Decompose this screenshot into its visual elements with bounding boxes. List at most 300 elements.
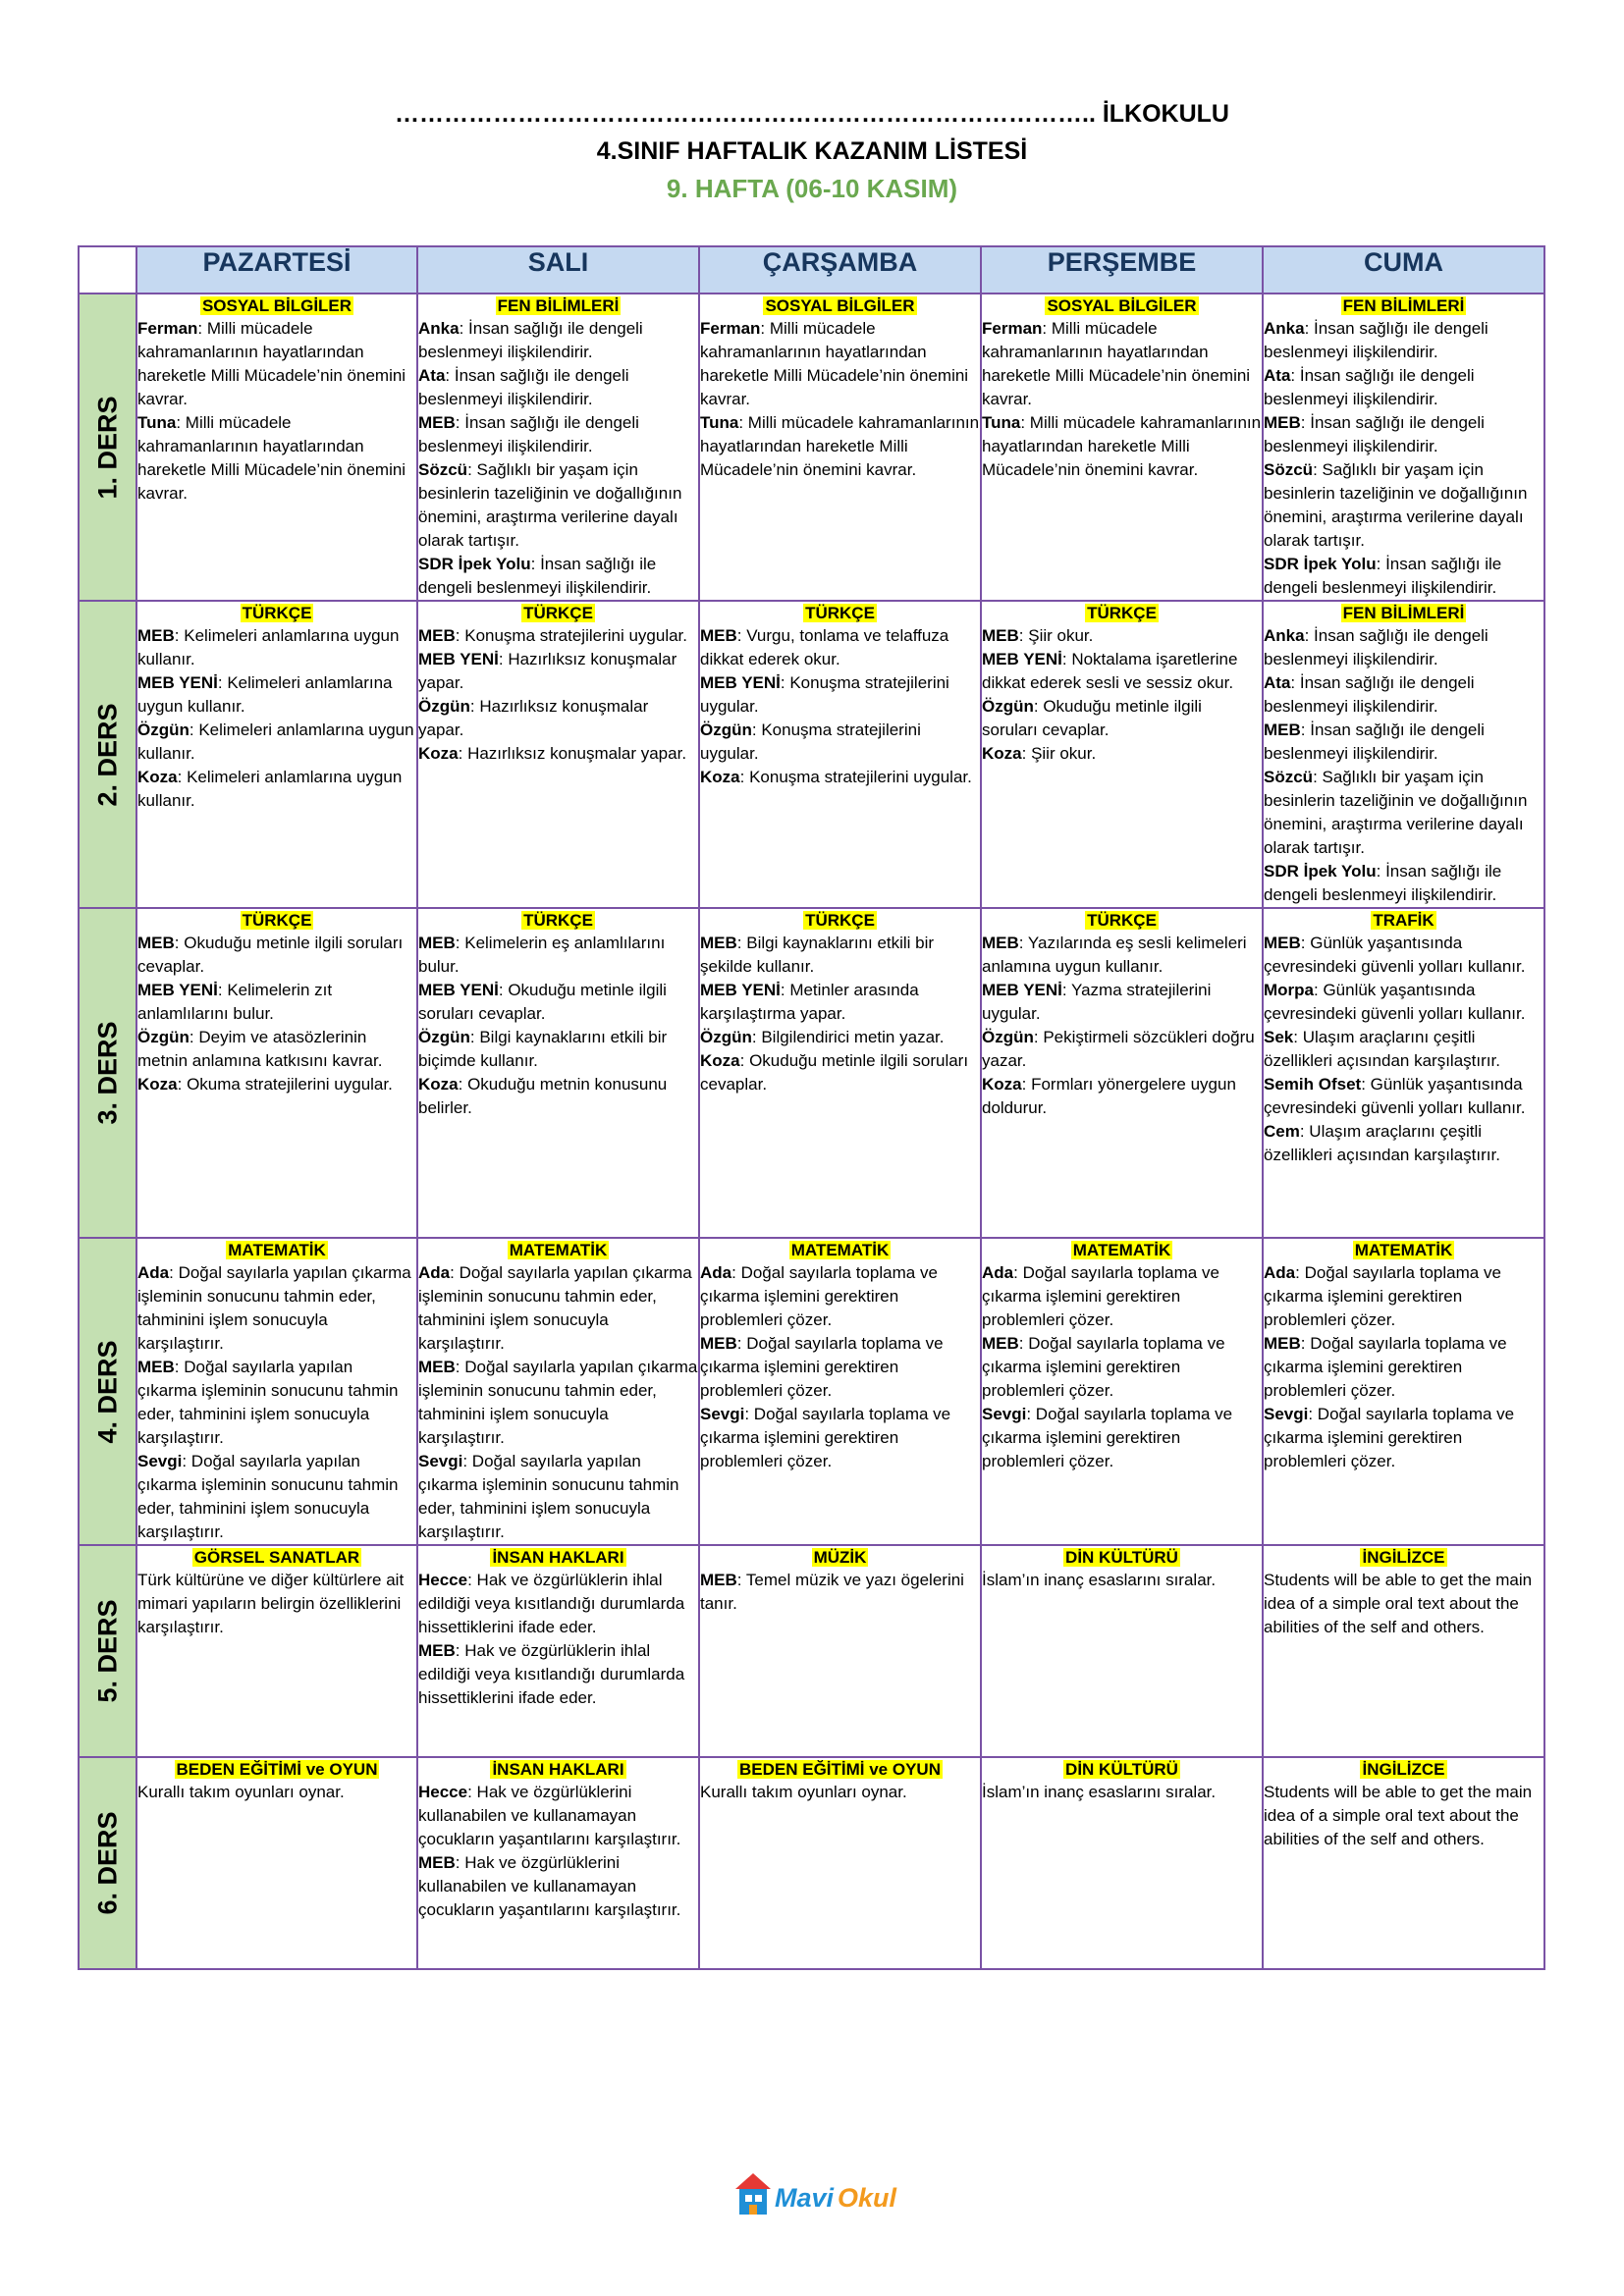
publisher-name: Semih Ofset xyxy=(1264,1075,1362,1094)
publisher-name: SDR İpek Yolu xyxy=(1264,555,1377,573)
objective-text: : Sağlıklı bir yaşam için besinlerin tazeliğinin ve doğallığının önemini, araştırma verilerine dayalı olarak tartışır. xyxy=(418,460,682,550)
lesson-number: 6. DERS xyxy=(92,1811,122,1915)
objective-line xyxy=(982,695,1262,742)
lesson-cell xyxy=(981,294,1263,601)
subject-title xyxy=(418,1240,698,1261)
subject-label: İNGİLİZCE xyxy=(1362,1548,1445,1567)
objective-line xyxy=(1264,1332,1543,1403)
publisher-name: Tuna xyxy=(700,413,739,432)
publisher-name: MEB xyxy=(418,1641,456,1660)
objective-text: : Bilgilendirici metin yazar. xyxy=(751,1028,945,1046)
corner-cell xyxy=(79,246,136,294)
publisher-name: Özgün xyxy=(700,1028,752,1046)
objective-text: : Noktalama işaretlerine dikkat ederek sesli ve sessiz okur. xyxy=(982,650,1238,692)
logo-word-mavi: Mavi xyxy=(775,2183,835,2213)
objective-line xyxy=(1264,411,1543,458)
publisher-name: Ata xyxy=(1264,366,1291,385)
objective-line xyxy=(418,742,698,766)
lesson-cell xyxy=(699,908,981,1238)
objective-text: : Doğal sayılarla yapılan çıkarma işleminin sonucunu tahmin eder, tahminini işlem sonucuyla karşılaştırır. xyxy=(418,1452,679,1541)
lesson-cell xyxy=(699,1238,981,1545)
publisher-name: Ada xyxy=(700,1263,732,1282)
objective-line xyxy=(1264,364,1543,411)
objective-text: : Bilgi kaynaklarını etkili bir şekilde kullanır. xyxy=(700,934,935,976)
objective-line xyxy=(700,671,980,719)
lesson-row xyxy=(79,601,1544,908)
week-label: 9. HAFTA (06-10 KASIM) xyxy=(666,174,958,203)
objective-text: : Okuduğu metinle ilgili soruları cevaplar. xyxy=(137,934,404,976)
objective-text: : Bilgi kaynaklarını etkili bir biçimde kullanır. xyxy=(418,1028,668,1070)
publisher-name: Sevgi xyxy=(700,1405,745,1423)
objective-line xyxy=(137,932,416,979)
objective-text: : İnsan sağlığı ile dengeli beslenmeyi ilişkilendirir. xyxy=(418,555,657,597)
objective-line xyxy=(700,1049,980,1096)
objective-text: : İnsan sağlığı ile dengeli beslenmeyi ilişkilendirir. xyxy=(1264,555,1502,597)
subject-label: MATEMATİK xyxy=(509,1241,608,1259)
objective-text: : Doğal sayılarla toplama ve çıkarma işlemini gerektiren problemleri çözer. xyxy=(700,1405,951,1470)
objective-line xyxy=(418,458,698,553)
objective-line xyxy=(700,317,980,411)
objective-line xyxy=(137,1073,416,1096)
subject-title xyxy=(1264,603,1543,624)
objective-text: : Milli mücadele kahramanlarının hayatlarından hareketle Milli Mücadele’nin önemini kavrar. xyxy=(982,319,1251,408)
lesson-cell xyxy=(1263,1757,1544,1969)
objective-line xyxy=(1264,719,1543,766)
publisher-name: MEB xyxy=(137,1358,175,1376)
subject-title xyxy=(982,295,1262,317)
objective-text: : Pekiştirmeli sözcükleri doğru yazar. xyxy=(982,1028,1255,1070)
subject-label: TÜRKÇE xyxy=(1087,604,1157,622)
subject-label: MATEMATİK xyxy=(1354,1241,1453,1259)
subject-title xyxy=(137,603,416,624)
objective-line xyxy=(1264,1120,1543,1167)
subject-label: MATEMATİK xyxy=(790,1241,890,1259)
objective-text: : Kelimeleri anlamlarına uygun kullanır. xyxy=(137,673,393,716)
objective-line xyxy=(137,1356,416,1450)
objective-text: : Doğal sayılarla toplama ve çıkarma işlemini gerektiren problemleri çözer. xyxy=(1264,1334,1507,1400)
publisher-name: Ada xyxy=(137,1263,170,1282)
objective-line xyxy=(1264,766,1543,860)
objective-line xyxy=(1264,1569,1543,1639)
lesson-cell xyxy=(417,1238,699,1545)
publisher-name: Sevgi xyxy=(982,1405,1027,1423)
objective-text: : Okuma stratejilerini uygular. xyxy=(177,1075,393,1094)
publisher-name: Anka xyxy=(1264,319,1305,338)
objective-text: : Doğal sayılarla toplama ve çıkarma işlemini gerektiren problemleri çözer. xyxy=(982,1405,1233,1470)
subject-label: TÜRKÇE xyxy=(523,604,593,622)
objective-text: : Günlük yaşantısında çevresindeki güvenli yolları kullanır. xyxy=(1264,981,1526,1023)
lesson-cell xyxy=(1263,908,1544,1238)
publisher-name: Tuna xyxy=(137,413,177,432)
lesson-cell xyxy=(417,1757,699,1969)
objective-line xyxy=(418,695,698,742)
objective-line xyxy=(1264,317,1543,364)
objective-line xyxy=(418,1261,698,1356)
subject-title xyxy=(1264,295,1543,317)
publisher-name: Özgün xyxy=(700,721,752,739)
publisher-name: MEB YENİ xyxy=(700,673,781,692)
objective-line xyxy=(137,1569,416,1639)
objective-text: Students will be able to get the main idea of a simple oral text about the abilities of the self and others. xyxy=(1264,1571,1533,1636)
objective-text: : Doğal sayılarla toplama ve çıkarma işlemini gerektiren problemleri çözer. xyxy=(700,1334,944,1400)
objective-line xyxy=(418,1851,698,1922)
day-header-friday: CUMA xyxy=(1263,246,1544,294)
weekly-schedule-table xyxy=(78,245,1545,1970)
lesson-cell xyxy=(136,1757,417,1969)
objective-line xyxy=(982,1403,1262,1473)
objective-text: Kurallı takım oyunları oynar. xyxy=(137,1783,345,1801)
lesson-cell xyxy=(136,294,417,601)
objective-line xyxy=(418,932,698,979)
publisher-name: Özgün xyxy=(418,697,470,716)
subject-label: TÜRKÇE xyxy=(242,911,312,930)
objective-text: : Doğal sayılarla yapılan çıkarma işleminin sonucunu tahmin eder, tahminini işlem sonucuyla karşılaştırır. xyxy=(137,1358,399,1447)
objective-line xyxy=(137,1450,416,1544)
publisher-name: MEB xyxy=(1264,1334,1301,1353)
subject-label: TÜRKÇE xyxy=(242,604,312,622)
objective-line xyxy=(418,648,698,695)
objective-text: : İnsan sağlığı ile dengeli beslenmeyi ilişkilendirir. xyxy=(418,413,639,455)
objective-line xyxy=(982,317,1262,411)
subject-title xyxy=(1264,910,1543,932)
publisher-name: Koza xyxy=(700,1051,740,1070)
subject-label: TÜRKÇE xyxy=(1087,911,1157,930)
lesson-row-label xyxy=(79,908,136,1238)
objective-line xyxy=(982,411,1262,482)
objective-text: : Kelimeleri anlamlarına uygun kullanır. xyxy=(137,768,403,810)
lesson-row xyxy=(79,908,1544,1238)
subject-title xyxy=(1264,1547,1543,1569)
subject-title xyxy=(700,1547,980,1569)
lesson-row-label xyxy=(79,294,136,601)
objective-line xyxy=(418,1639,698,1710)
publisher-name: MEB xyxy=(982,626,1019,645)
objective-line xyxy=(1264,1026,1543,1073)
subject-title xyxy=(418,603,698,624)
objective-text: : Temel müzik ve yazı ögelerini tanır. xyxy=(700,1571,964,1613)
publisher-name: Koza xyxy=(418,1075,459,1094)
lesson-cell xyxy=(417,294,699,601)
objective-line xyxy=(1264,932,1543,979)
objective-text: : Doğal sayılarla yapılan çıkarma işleminin sonucunu tahmin eder, tahminini işlem sonucuyla karşılaştırır. xyxy=(418,1358,698,1447)
objective-line xyxy=(418,1450,698,1544)
publisher-name: Ada xyxy=(418,1263,451,1282)
publisher-name: Özgün xyxy=(137,1028,189,1046)
objective-text: : Konuşma stratejilerini uygular. xyxy=(700,673,949,716)
publisher-name: Sözcü xyxy=(1264,768,1314,786)
objective-line xyxy=(418,1356,698,1450)
objective-text: : Hazırlıksız konuşmalar yapar. xyxy=(418,650,677,692)
publisher-name: MEB xyxy=(1264,721,1301,739)
page-title: 4.SINIF HAFTALIK KAZANIM LİSTESİ xyxy=(596,137,1028,165)
publisher-name: Morpa xyxy=(1264,981,1314,999)
objective-text: : İnsan sağlığı ile dengeli beslenmeyi ilişkilendirir. xyxy=(1264,862,1502,904)
objective-line xyxy=(137,671,416,719)
lesson-cell xyxy=(981,601,1263,908)
subject-label: FEN BİLİMLERİ xyxy=(1342,296,1465,315)
objective-text: : Kelimelerin eş anlamlılarını bulur. xyxy=(418,934,666,976)
objective-text: : Metinler arasında karşılaştırma yapar. xyxy=(700,981,919,1023)
subject-label: MÜZİK xyxy=(813,1548,867,1567)
objective-line xyxy=(137,719,416,766)
objective-line xyxy=(137,317,416,411)
lesson-cell xyxy=(417,908,699,1238)
publisher-name: MEB xyxy=(418,413,456,432)
objective-text: : Doğal sayılarla yapılan çıkarma işleminin sonucunu tahmin eder, tahminini işlem sonucuyla karşılaştırır. xyxy=(418,1263,692,1353)
lesson-cell xyxy=(699,294,981,601)
objective-line xyxy=(982,1073,1262,1120)
objective-line xyxy=(1264,1073,1543,1120)
objective-line xyxy=(137,624,416,671)
objective-text: : Hazırlıksız konuşmalar yapar. xyxy=(418,697,649,739)
lesson-row-label xyxy=(79,1545,136,1757)
objective-line xyxy=(700,1781,980,1804)
subject-label: BEDEN EĞİTİMİ ve OYUN xyxy=(739,1760,941,1779)
objective-line xyxy=(982,1332,1262,1403)
objective-text: : İnsan sağlığı ile dengeli beslenmeyi ilişkilendirir. xyxy=(418,366,629,408)
objective-line xyxy=(1264,1781,1543,1851)
lesson-cell xyxy=(417,601,699,908)
publisher-name: Anka xyxy=(418,319,460,338)
subject-title xyxy=(1264,1759,1543,1781)
publisher-name: MEB YENİ xyxy=(700,981,781,999)
objective-text: Students will be able to get the main idea of a simple oral text about the abilities of the self and others. xyxy=(1264,1783,1533,1848)
objective-line xyxy=(700,766,980,789)
objective-line xyxy=(700,1332,980,1403)
publisher-name: Sek xyxy=(1264,1028,1294,1046)
objective-text: : Hak ve özgürlüklerini kullanabilen ve kullanamayan çocukların yaşantılarını karşılaştırır. xyxy=(418,1853,681,1919)
objective-line xyxy=(418,979,698,1026)
objective-line xyxy=(982,932,1262,979)
lesson-number: 2. DERS xyxy=(92,702,122,807)
subject-title xyxy=(137,1240,416,1261)
objective-text: : Milli mücadele kahramanlarının hayatlarından hareketle Milli Mücadele’nin önemini kavrar. xyxy=(137,319,406,408)
lesson-cell xyxy=(136,1238,417,1545)
publisher-name: Hecce xyxy=(418,1783,468,1801)
objective-text: : Hak ve özgürlüklerini kullanabilen ve kullanamayan çocukların yaşantılarını karşılaştırır. xyxy=(418,1783,681,1848)
objective-line xyxy=(418,1569,698,1639)
objective-line xyxy=(1264,1261,1543,1332)
objective-text: : İnsan sağlığı ile dengeli beslenmeyi ilişkilendirir. xyxy=(1264,721,1485,763)
objective-text: : Milli mücadele kahramanlarının hayatlarından hareketle Milli Mücadele’nin önemini kavrar. xyxy=(700,319,969,408)
subject-label: DİN KÜLTÜRÜ xyxy=(1065,1548,1178,1567)
objective-line xyxy=(1264,1403,1543,1473)
publisher-name: MEB xyxy=(982,1334,1019,1353)
publisher-name: MEB xyxy=(418,626,456,645)
lesson-cell xyxy=(136,908,417,1238)
subject-label: BEDEN EĞİTİMİ ve OYUN xyxy=(176,1760,378,1779)
subject-label: DİN KÜLTÜRÜ xyxy=(1065,1760,1178,1779)
lesson-row-label xyxy=(79,1238,136,1545)
objective-text: : Hazırlıksız konuşmalar yapar. xyxy=(458,744,687,763)
lesson-number: 4. DERS xyxy=(92,1339,122,1444)
lesson-cell xyxy=(136,1545,417,1757)
subject-title xyxy=(700,1759,980,1781)
objective-text: : Konuşma stratejilerini uygular. xyxy=(739,768,972,786)
objective-line xyxy=(418,624,698,648)
objective-text: : Sağlıklı bir yaşam için besinlerin tazeliğinin ve doğallığının önemini, araştırma verilerine dayalı olarak tartışır. xyxy=(1264,460,1528,550)
lesson-number: 3. DERS xyxy=(92,1021,122,1125)
lesson-cell xyxy=(699,1545,981,1757)
publisher-name: Koza xyxy=(137,768,178,786)
objective-line xyxy=(137,1781,416,1804)
subject-label: İNSAN HAKLARI xyxy=(492,1760,624,1779)
objective-line xyxy=(1264,458,1543,553)
objective-line xyxy=(137,979,416,1026)
objective-text: : Doğal sayılarla toplama ve çıkarma işlemini gerektiren problemleri çözer. xyxy=(1264,1405,1515,1470)
objective-line xyxy=(137,411,416,506)
day-header-row xyxy=(79,246,1544,294)
objective-text: : Kelimeleri anlamlarına uygun kullanır. xyxy=(137,626,400,668)
subject-title xyxy=(700,910,980,932)
publisher-name: MEB YENİ xyxy=(418,650,499,668)
objective-text: : Hak ve özgürlüklerin ihlal edildiği veya kısıtlandığı durumlarda hissettiklerini ifade eder. xyxy=(418,1571,685,1636)
publisher-name: Ata xyxy=(418,366,446,385)
objective-text: : Ulaşım araçlarını çeşitli özellikleri açısından karşılaştırır. xyxy=(1264,1122,1500,1164)
objective-line xyxy=(982,1026,1262,1073)
subject-title xyxy=(137,910,416,932)
publisher-name: MEB xyxy=(700,934,737,952)
day-header-monday: PAZARTESİ xyxy=(136,246,417,294)
objective-line xyxy=(418,411,698,458)
subject-title xyxy=(418,910,698,932)
publisher-name: Ata xyxy=(1264,673,1291,692)
objective-line xyxy=(700,979,980,1026)
subject-label: TÜRKÇE xyxy=(805,911,875,930)
publisher-name: MEB xyxy=(700,1571,737,1589)
lesson-cell xyxy=(981,1757,1263,1969)
objective-text: Kurallı takım oyunları oynar. xyxy=(700,1783,907,1801)
lesson-cell xyxy=(981,1238,1263,1545)
objective-text: Türk kültürüne ve diğer kültürlere ait mimari yapıların belirgin özelliklerini karşılaştırır. xyxy=(137,1571,405,1636)
objective-text: : Okuduğu metnin konusunu belirler. xyxy=(418,1075,668,1117)
subject-title xyxy=(982,1547,1262,1569)
subject-label: SOSYAL BİLGİLER xyxy=(765,296,915,315)
publisher-name: MEB xyxy=(418,934,456,952)
subject-title xyxy=(418,295,698,317)
objective-line xyxy=(1264,624,1543,671)
objective-text: : Doğal sayılarla yapılan çıkarma işleminin sonucunu tahmin eder, tahminini işlem sonucuyla karşılaştırır. xyxy=(137,1263,411,1353)
publisher-name: Ferman xyxy=(700,319,761,338)
subject-label: FEN BİLİMLERİ xyxy=(497,296,620,315)
objective-line xyxy=(700,624,980,671)
objective-line xyxy=(1264,979,1543,1026)
objective-text: : Şiir okur. xyxy=(1018,626,1094,645)
publisher-name: Özgün xyxy=(982,1028,1034,1046)
objective-text: : Deyim ve atasözlerinin metnin anlamına katkısını kavrar. xyxy=(137,1028,383,1070)
publisher-name: Cem xyxy=(1264,1122,1300,1141)
objective-line xyxy=(700,932,980,979)
publisher-name: MEB YENİ xyxy=(137,673,218,692)
objective-text: : Vurgu, tonlama ve telaffuza dikkat ederek okur. xyxy=(700,626,949,668)
objective-line xyxy=(1264,860,1543,907)
objective-line xyxy=(700,411,980,482)
subject-title xyxy=(982,1240,1262,1261)
publisher-name: Koza xyxy=(700,768,740,786)
lesson-cell xyxy=(1263,1545,1544,1757)
publisher-name: Sözcü xyxy=(418,460,468,479)
objective-text: : Konuşma stratejilerini uygular. xyxy=(455,626,688,645)
objective-text: : Milli mücadele kahramanlarının hayatlarından hareketle Milli Mücadele’nin önemini kavrar. xyxy=(982,413,1262,479)
objective-text: : İnsan sağlığı ile dengeli beslenmeyi ilişkilendirir. xyxy=(1264,319,1489,361)
objective-line xyxy=(700,1569,980,1616)
publisher-name: Ada xyxy=(1264,1263,1296,1282)
objective-line xyxy=(418,364,698,411)
objective-text: : Günlük yaşantısında çevresindeki güvenli yolları kullanır. xyxy=(1264,934,1526,976)
publisher-name: MEB xyxy=(700,1334,737,1353)
lesson-row xyxy=(79,1545,1544,1757)
lesson-cell xyxy=(1263,294,1544,601)
subject-title xyxy=(418,1547,698,1569)
subject-title xyxy=(1264,1240,1543,1261)
publisher-name: SDR İpek Yolu xyxy=(1264,862,1377,881)
publisher-name: Sevgi xyxy=(418,1452,463,1470)
objective-line xyxy=(1264,671,1543,719)
subject-title xyxy=(982,1759,1262,1781)
objective-line xyxy=(700,1026,980,1049)
publisher-name: MEB xyxy=(1264,413,1301,432)
subject-title xyxy=(418,1759,698,1781)
publisher-name: MEB xyxy=(418,1358,456,1376)
publisher-name: Sözcü xyxy=(1264,460,1314,479)
objective-text: : Kelimelerin zıt anlamlılarını bulur. xyxy=(137,981,333,1023)
mavi-okul-logo xyxy=(731,2165,908,2220)
objective-text: : Günlük yaşantısında çevresindeki güvenli yolları kullanır. xyxy=(1264,1075,1526,1117)
publisher-name: MEB xyxy=(137,934,175,952)
objective-line xyxy=(418,1026,698,1073)
objective-text: : İnsan sağlığı ile dengeli beslenmeyi ilişkilendirir. xyxy=(418,319,643,361)
objective-line xyxy=(137,1261,416,1356)
objective-line xyxy=(700,1403,980,1473)
objective-text: İslam’ın inanç esaslarını sıralar. xyxy=(982,1571,1217,1589)
subject-label: İNSAN HAKLARI xyxy=(492,1548,624,1567)
lesson-cell xyxy=(1263,601,1544,908)
objective-text: : İnsan sağlığı ile dengeli beslenmeyi ilişkilendirir. xyxy=(1264,413,1485,455)
objective-text: : İnsan sağlığı ile dengeli beslenmeyi ilişkilendirir. xyxy=(1264,626,1489,668)
objective-text: : Milli mücadele kahramanlarının hayatlarından hareketle Milli Mücadele’nin önemini kavrar. xyxy=(137,413,406,503)
objective-line xyxy=(418,317,698,364)
subject-label: İNGİLİZCE xyxy=(1362,1760,1445,1779)
objective-text: : Şiir okur. xyxy=(1021,744,1097,763)
objective-line xyxy=(982,742,1262,766)
objective-text: : Kelimeleri anlamlarına uygun kullanır. xyxy=(137,721,414,763)
objective-text: : Okuduğu metinle ilgili soruları cevaplar. xyxy=(418,981,667,1023)
logo-word-okul: Okul xyxy=(838,2183,897,2213)
publisher-name: Sevgi xyxy=(1264,1405,1309,1423)
publisher-name: MEB xyxy=(982,934,1019,952)
lesson-cell xyxy=(981,908,1263,1238)
objective-line xyxy=(1264,553,1543,600)
objective-text: : Ulaşım araçlarını çeşitli özellikleri açısından karşılaştırır. xyxy=(1264,1028,1500,1070)
objective-line xyxy=(982,624,1262,648)
objective-line xyxy=(418,1073,698,1120)
objective-text: : Doğal sayılarla toplama ve çıkarma işlemini gerektiren problemleri çözer. xyxy=(1264,1263,1501,1329)
objective-text: : Doğal sayılarla toplama ve çıkarma işlemini gerektiren problemleri çözer. xyxy=(982,1263,1219,1329)
publisher-name: MEB YENİ xyxy=(982,981,1062,999)
subject-title xyxy=(137,1547,416,1569)
objective-text: : Konuşma stratejilerini uygular. xyxy=(700,721,921,763)
objective-text: : Okuduğu metinle ilgili soruları cevaplar. xyxy=(700,1051,969,1094)
lesson-row-label xyxy=(79,1757,136,1969)
objective-line xyxy=(982,1261,1262,1332)
lesson-row-label xyxy=(79,601,136,908)
school-name-line: ………………………………………………………………………….. İLKOKULU xyxy=(395,100,1229,128)
objective-text: : Formları yönergelere uygun doldurur. xyxy=(982,1075,1236,1117)
publisher-name: Ferman xyxy=(137,319,198,338)
objective-line xyxy=(418,553,698,600)
subject-label: TÜRKÇE xyxy=(805,604,875,622)
publisher-name: MEB xyxy=(1264,934,1301,952)
